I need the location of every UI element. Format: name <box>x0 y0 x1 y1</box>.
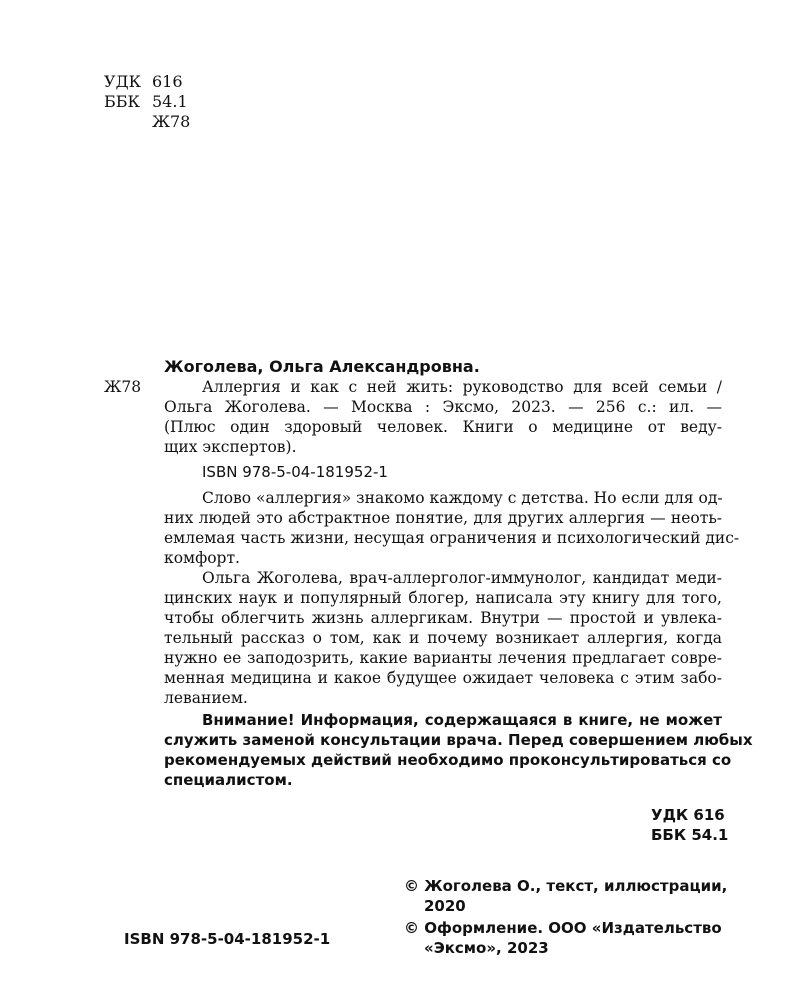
udk-value: 616 <box>152 72 183 91</box>
warning-line: Внимание! Информация, содержащаяся в книге, не может <box>202 711 722 729</box>
warning-line: специалистом. <box>164 771 293 789</box>
annotation-line: Ольга Жоголева, врач-аллерголог-иммунолог, кандидат меди- <box>202 569 722 587</box>
udk-code-right: УДК 616 <box>651 806 725 824</box>
udk-label: УДК <box>104 72 141 91</box>
warning-line: рекомендуемых действий необходимо проконсультироваться со <box>164 751 732 769</box>
copyright-text-line: © Жоголева О., текст, иллюстрации, <box>404 877 728 895</box>
annotation-line: нужно ее заподозрить, какие варианты лечения предлагает совре- <box>164 649 722 667</box>
annotation-line: чтобы облегчить жизнь аллергикам. Внутри — простой и увлека- <box>164 609 722 627</box>
title-line: Ольга Жоголева. — Москва : Эксмо, 2023. — 256 с.: ил. — <box>164 398 722 416</box>
warning-line: служить заменой консультации врача. Перед совершением любых <box>164 731 753 749</box>
annotation-line: цинских наук и популярный блогер, написала эту книгу для того, <box>164 589 722 607</box>
bbk-value: 54.1 <box>152 92 188 111</box>
record-isbn: ISBN 978-5-04-181952-1 <box>202 463 388 481</box>
author-sign-top: Ж78 <box>152 112 191 131</box>
title-line: (Плюс один здоровый человек. Книги о медицине от веду- <box>164 418 722 436</box>
author-heading: Жоголева, Ольга Александровна. <box>164 357 480 376</box>
annotation-line: тельный рассказ о том, как и почему возникает аллергия, когда <box>164 629 722 647</box>
bbk-code-right: ББК 54.1 <box>651 826 729 844</box>
bbk-label: ББК <box>104 92 140 111</box>
copyright-year-line: 2020 <box>424 897 466 915</box>
annotation-line: леванием. <box>164 689 248 707</box>
copyright-design-line: © Оформление. ООО «Издательство <box>404 919 722 937</box>
author-sign-left: Ж78 <box>104 378 142 396</box>
annotation-line: менная медицина и какое будущее ожидает человека с этим забо- <box>164 669 722 687</box>
footer-isbn: ISBN 978-5-04-181952-1 <box>124 930 331 948</box>
annotation-line: комфорт. <box>164 549 240 567</box>
annotation-line: емлемая часть жизни, несущая ограничения и психологический дис- <box>164 529 740 547</box>
copyright-publisher-line: «Эксмо», 2023 <box>424 939 549 957</box>
annotation-line: них людей это абстрактное понятие, для других аллергия — неоть- <box>164 509 722 527</box>
title-line: щих экспертов). <box>164 438 297 456</box>
annotation-line: Слово «аллергия» знакомо каждому с детства. Но если для од- <box>202 489 723 507</box>
title-line: Аллергия и как с ней жить: руководство для всей семьи / <box>202 378 722 396</box>
